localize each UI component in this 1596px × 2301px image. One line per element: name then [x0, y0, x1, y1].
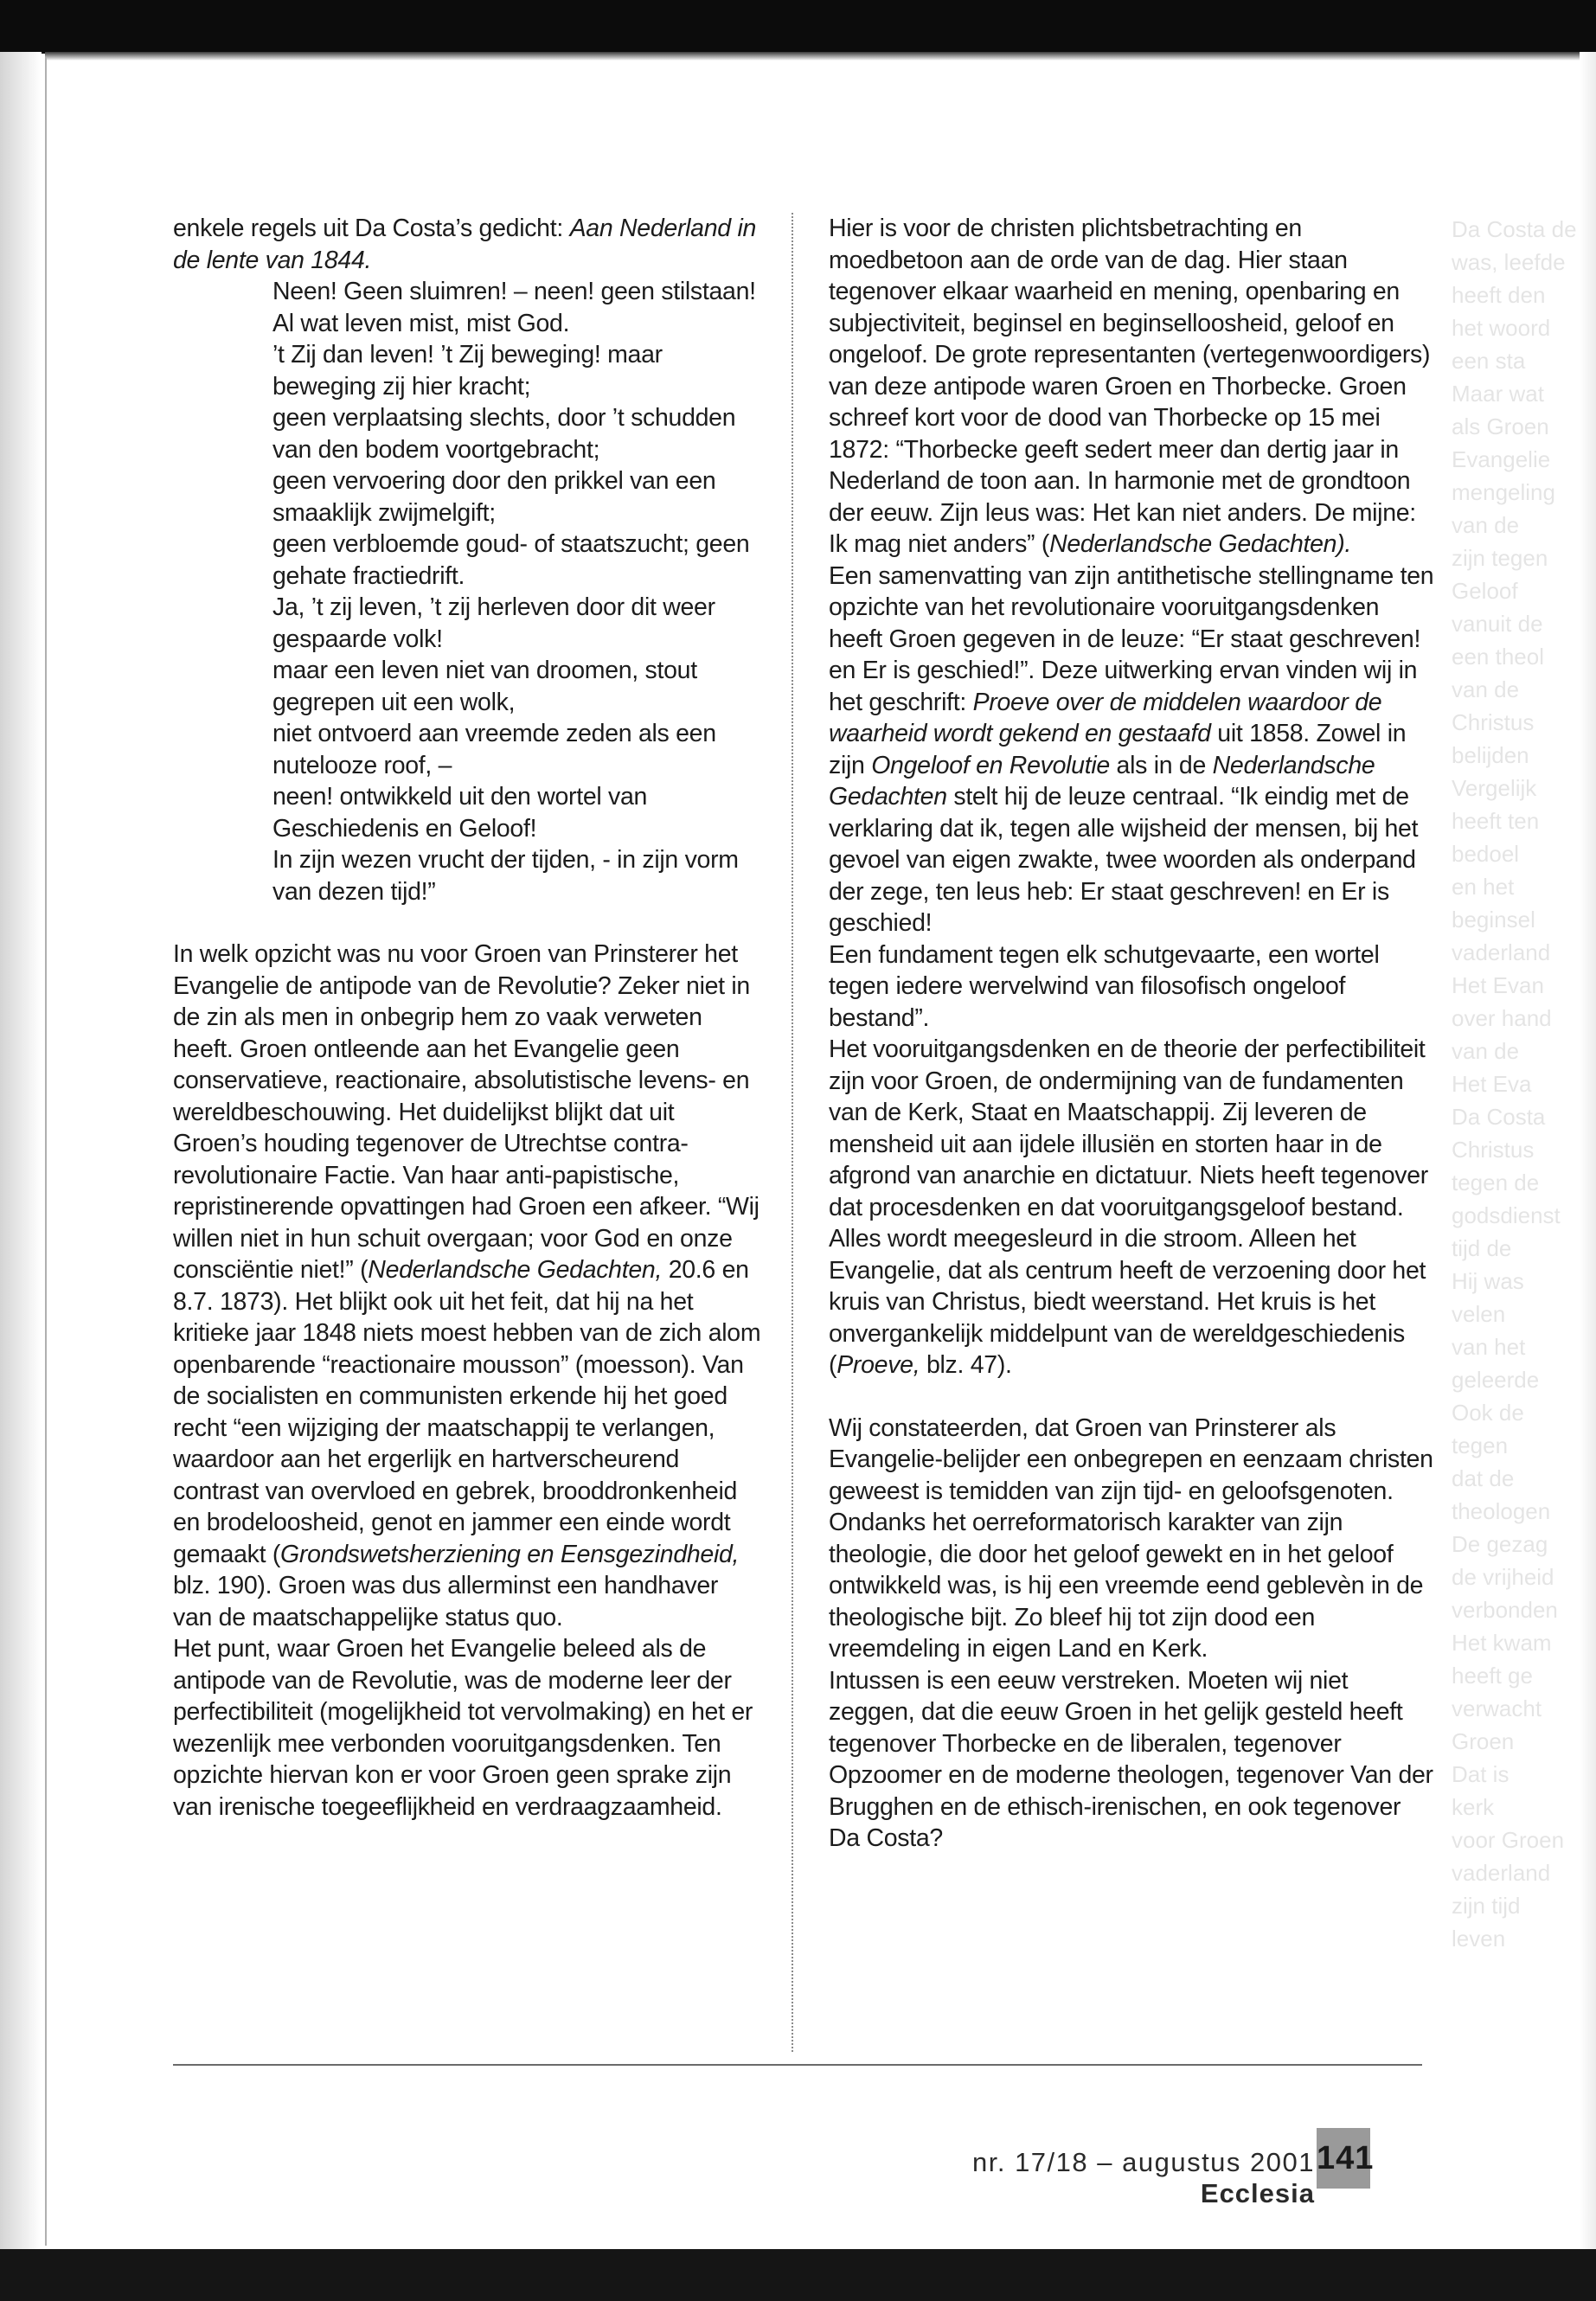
text-run: Het vooruitgangsdenken en de theorie der perfectibiliteit zijn voor Groen, de ondermijning van de fundamenten van de Kerk, Staat en Maatschappij. Zij leveren de mensheid uit aan ijdele illusiën en storten haar in de afgrond van anarchie en dictatuur. Niets heeft tegenover dat procesdenken en dat vooruitgangsgeloof bestand. Alles wordt meegesleurd in die stroom. Alleen het Evangelie, dat als centrum heeft de verzoening door het kruis van Christus, biedt weerstand. Het kruis is het onvergankelijk middelpunt van de wereldgeschiedenis (	[829, 1035, 1429, 1379]
italic-run: Aan Nederland in de lente van 1844.	[173, 215, 757, 274]
poem-line: neen! ontwikkeld uit den wortel van Geschiedenis en Geloof!	[272, 783, 648, 843]
text-run: Een fundament tegen elk schutgevaarte, een wortel tegen iedere wervelwind van filosofisch ongeloof bestand”.	[829, 940, 1380, 1032]
poem-line: ’t Zij dan leven! ’t Zij beweging! maar beweging zij hier kracht;	[272, 341, 663, 401]
italic-run: Proeve over de middelen waardoor de waarheid wordt gekend en gestaafd	[829, 688, 1382, 747]
scan-shadow	[45, 52, 1593, 61]
italic-run: Ongeloof en Revolutie	[871, 751, 1110, 779]
poem-line: Al wat leven mist, mist God.	[272, 309, 570, 337]
text-run: enkele regels uit Da Costa’s gedicht:	[173, 215, 570, 242]
text-run: als in de	[1109, 751, 1213, 779]
text-run: blz. 190). Groen was dus allerminst een handhaver van de maatschappelijke status quo.	[173, 1572, 719, 1631]
page-number: 141	[1317, 2128, 1370, 2189]
text-run: stelt hij de leuze centraal. “Ik eindig met de verklaring dat ik, tegen alle wijsheid der mensen, bij het gevoel van eigen zwakte, twee woorden als onderpand der zege, ten leus heb: Er staat geschreven! en Er is geschied!	[829, 783, 1419, 937]
poem-line: In zijn wezen vrucht der tijden, - in zijn vorm van dezen tijd!”	[272, 846, 739, 906]
paragraph	[829, 1413, 1434, 1665]
column-divider	[792, 213, 793, 2052]
text-run: Een samenvatting van zijn antithetische stellingname ten opzichte van het revolutionaire vooruitgangsdenken heeft Groen gegeven in de leuze: “Er staat geschreven! en Er is geschied!”. Deze uitwerking ervan vinden wij in het geschrift:	[829, 561, 1434, 716]
footer-rule	[173, 2064, 1422, 2066]
paragraph	[829, 1034, 1434, 1381]
italic-run: Grondswetsherziening en Eensgezindheid,	[280, 1540, 740, 1568]
text-run: 20.6 en 8.7. 1873). Het blijkt ook uit het feit, dat hij na het kritieke jaar 1848 niets moest hebben van de zich alom openbarende “reactionaire mousson” (moesson). Van de socialisten en communisten erkende hij het goed recht “een wijziging der maatschappij te verlangen, waardoor aan het ergerlijk en hartverscheurend contrast van overvloed en gebrek, brooddronkenheid en brodeloosheid, genot en jammer een einde wordt gemaakt (	[173, 1256, 761, 1568]
magazine-name: Ecclesia	[1200, 2178, 1315, 2208]
poem-line: niet ontvoerd aan vreemde zeden als een nutelooze roof, –	[272, 720, 716, 779]
italic-run: Proeve,	[836, 1351, 920, 1379]
paragraph	[173, 1633, 761, 1823]
poem-line: geen vervoering door den prikkel van een smaaklijk zwijmelgift;	[272, 467, 716, 527]
paragraph	[173, 939, 761, 1633]
paragraph	[829, 561, 1434, 939]
poem-line: geen verbloemde goud- of staatszucht; geen gehate fractiedrift.	[272, 530, 750, 590]
paragraph	[829, 939, 1434, 1035]
right-column	[829, 213, 1434, 1855]
poem-line: maar een leven niet van droomen, stout gegrepen uit een wolk,	[272, 657, 697, 716]
footer	[865, 2147, 1315, 2209]
scan-top-border	[0, 0, 1596, 54]
poem-line: geen verplaatsing slechts, door ’t schudden van den bodem voortgebracht;	[272, 404, 736, 464]
text-run: blz. 47).	[920, 1351, 1012, 1379]
text-run: Hier is voor de christen plichtsbetrachting en moedbetoon aan de orde van de dag. Hier staan tegenover elkaar waarheid en mening, openbaring en subjectiviteit, beginsel en beginselloosheid, geloof en ongeloof. De grote representanten (vertegenwoordigers) van deze antipode waren Groen en Thorbecke. Groen schreef kort voor de dood van Thorbecke op 15 mei 1872: “Thorbecke geeft sedert meer dan dertig jaar in Nederland de toon aan. In harmonie met de grondtoon der eeuw. Zijn leus was: Het kan niet anders. De mijne: Ik mag niet anders” (	[829, 215, 1431, 558]
text-run: In welk opzicht was nu voor Groen van Prinsterer het Evangelie de antipode van de Revolutie? Zeker niet in de zin als men in onbegrip hem zo vaak verweten heeft. Groen ontleende aan het Evangelie geen conservatieve, reactionaire, absolutistische levens- en wereldbeschouwing. Het duidelijkst blijkt dat uit Groen’s houding tegenover de Utrechtse contra-revolutionaire Factie. Van haar anti-papistische, repristinerende opvattingen had Groen een afkeer. “Wij willen niet in hun schuit overgaan; voor God en onze consciëntie niet!” (	[173, 940, 760, 1284]
paragraph	[829, 213, 1434, 561]
italic-run: Nederlandsche Gedachten	[829, 751, 1375, 811]
text-run: Intussen is een eeuw verstreken. Moeten wij niet zeggen, dat die eeuw Groen in het gelijk gesteld heeft tegenover Thorbecke en de liberalen, tegenover Opzoomer en de moderne theologen, tegenover Van der Brugghen en de ethisch-irenischen, en ook tegenover Da Costa?	[829, 1666, 1433, 1852]
poem-intro	[173, 213, 761, 276]
text-run: Het punt, waar Groen het Evangelie beleed als de antipode van de Revolutie, was de moderne leer der perfectibiliteit (mogelijkheid tot vervolmaking) en het er wezenlijk mee verbonden vooruitgangsdenken. Ten opzichte hiervan kon er voor Groen geen sprake zijn van irenische toegeeflijkheid en verdraagzaamheid.	[173, 1635, 753, 1821]
text-run: Wij constateerden, dat Groen van Prinsterer als Evangelie-belijder een onbegrepen en eenzaam christen geweest is temidden van zijn tijd- en geloofsgenoten. Ondanks het oerreformatorisch karakter van zijn theologie, die door het geloof gewekt en in het geloof ontwikkeld was, is hij een vreemde eend geblevèn in de theologische bijt. Zo bleef hij tot zijn dood een vreemdeling in eigen Land en Kerk.	[829, 1413, 1433, 1663]
scan-left-margin	[0, 52, 42, 2249]
italic-run: Nederlandsche Gedachten).	[1049, 530, 1352, 558]
paragraph	[829, 1665, 1434, 1855]
poem-line: Neen! Geen sluimren! – neen! geen stilstaan!	[272, 278, 756, 305]
poem-line: Ja, ’t zij leven, ’t zij herleven door dit weer gespaarde volk!	[272, 593, 715, 653]
italic-run: Nederlandsche Gedachten,	[368, 1256, 663, 1284]
text-run: uit 1858. Zowel in zijn	[829, 720, 1407, 779]
scan-bottom-border	[0, 2249, 1596, 2301]
issue-info: nr. 17/18 – augustus 2001	[971, 2147, 1315, 2177]
scan-right-margin	[1580, 52, 1596, 2249]
show-through-text: Da Costa de was, leefde heeft den het woord een sta Maar wat als Groen Evangelie mengeling van de zijn tegen Geloof vanuit de een theol van de Christus belijden Vergelijk heeft ten bedoel en het beginsel vaderland Het Evan over hand van de Het Eva Da Costa Christus tegen de godsdienst tijd de Hij was velen van het geleerde Ook de tegen dat de theologen De gezag de vrijheid verbonden Het kwam heeft ge verwacht Groen Dat is kerk voor Groen vaderland zijn tijd leven	[1452, 216, 1577, 1952]
page-edge-line	[45, 57, 47, 2246]
left-column	[173, 213, 761, 1823]
poem	[272, 276, 761, 907]
